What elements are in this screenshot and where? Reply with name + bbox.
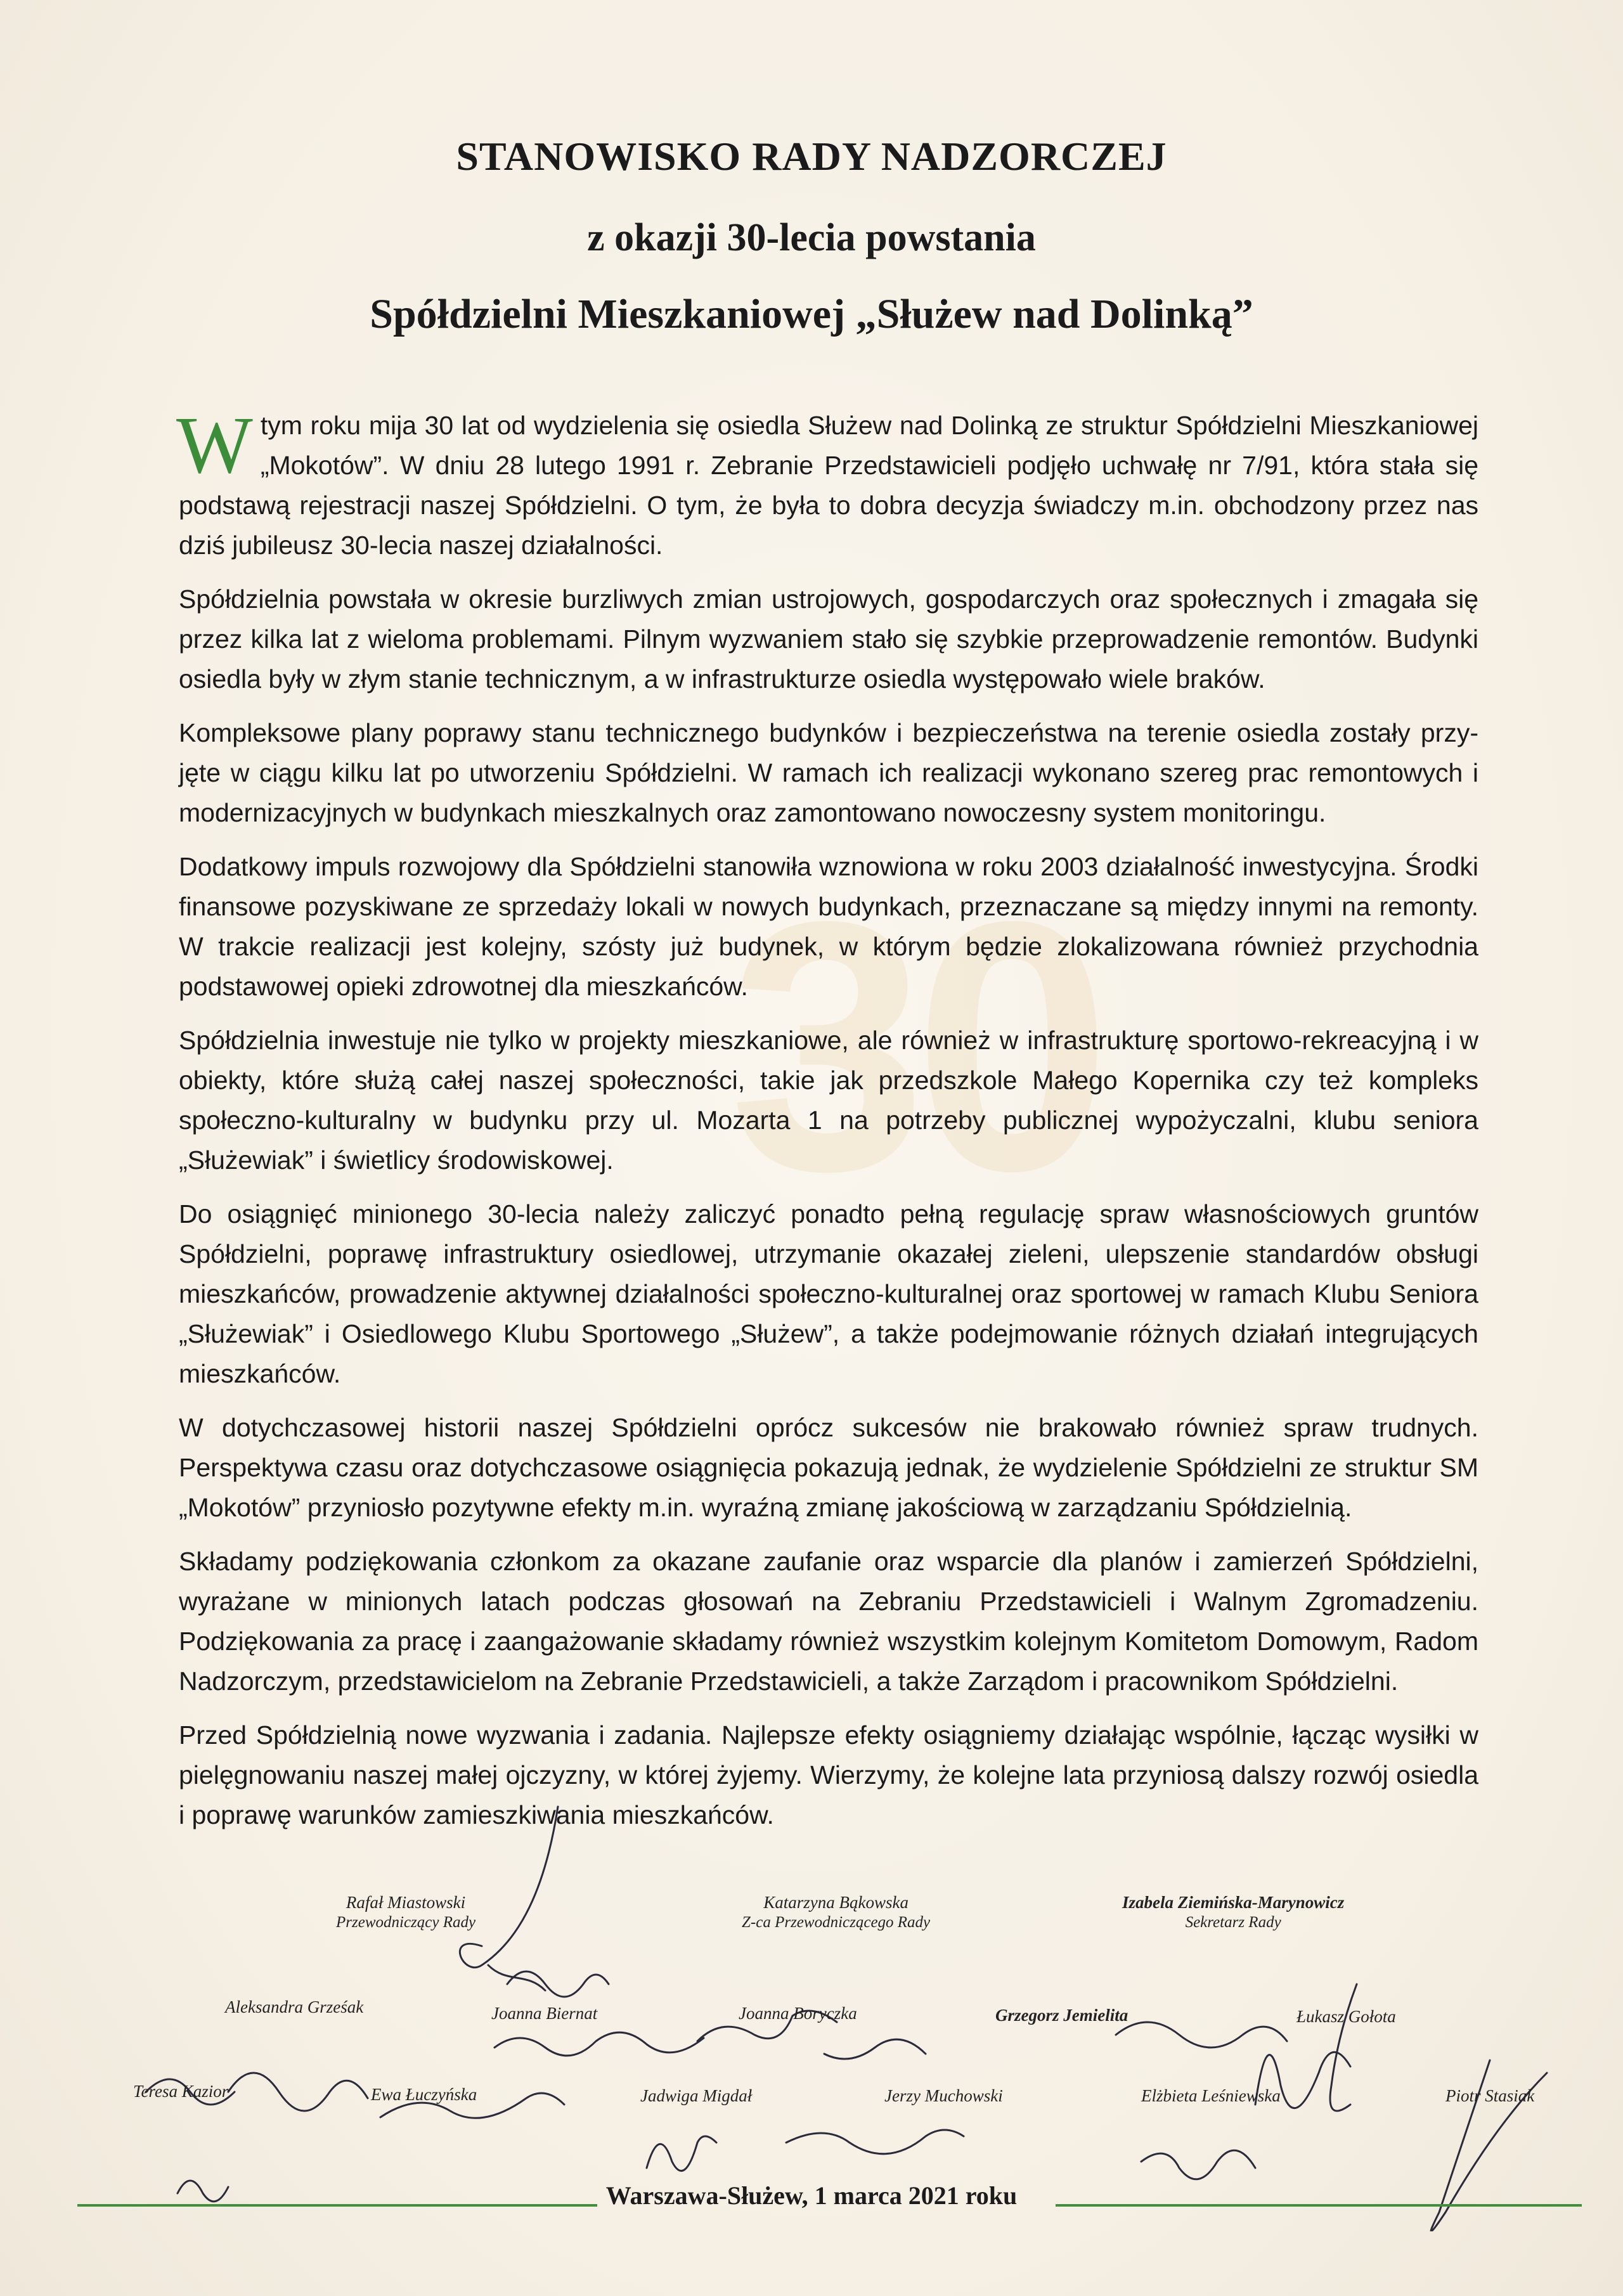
signatory-member: Aleksandra Grześak: [225, 1997, 364, 2016]
paragraph-8: Składamy podziękowania członkom za okazane zaufanie oraz wsparcie dla planów i zamierzeń Spółdzielni, wyrażane w minionych latach podczas głosowań na Zebraniu Przedstawicieli i Walnym Zgromadzeniu. Podziękowania za pracę i zaangażowanie składamy również wszystkim kolejnym Komitetom Domowym, Radom Nadzorczym, przedstawicielom na Zebranie Przedstawicieli, a także Zarządom i pracownikom Spółdzielni.: [179, 1547, 1478, 1696]
paragraph-5: Spółdzielnia inwestuje nie tylko w projekty mieszkaniowe, ale również w infrastrukturę sportowo-rekreacyjną i w obiekty, które służą całej naszej społeczności, takie jak przedszkole Małego Kopernika czy też kompleks społeczno-kulturalny w budynku przy ul. Mozarta 1 na potrzeby publicznej wypożyczalni, klubu seniora „Służewiak” i świetlicy środowiskowej.: [179, 1026, 1478, 1175]
document-subtitle-cooperative: Spółdzielni Mieszkaniowej „Służew nad Dolinką”: [370, 291, 1253, 337]
signatory-member: Ewa Łuczyńska: [371, 2085, 477, 2104]
background-watermark: 30: [729, 848, 1099, 1244]
signatory-role: Przewodniczący Rady: [336, 1914, 476, 1931]
paragraph-1: [176, 400, 1478, 565]
paragraph-3: Kompleksowe plany poprawy stanu technicznego budynków i bezpieczeństwa na terenie osiedla zostały przy-jęte w ciągu kilku lat po utworzeniu Spółdzielni. W ramach ich realizacji wykonano szereg prac remontowych i modernizacyjnych w budynkach mieszkalnych oraz zamontowano nowoczesny system monitoringu.: [179, 718, 1478, 827]
place-and-date: [0, 2181, 1623, 2210]
document-subtitle-occasion: z okazji 30-lecia powstania: [587, 216, 1036, 259]
place-and-date-text: Warszawa-Służew, 1 marca 2021 roku: [605, 2181, 1018, 2210]
document-title: STANOWISKO RADY NADZORCZEJ: [456, 134, 1167, 179]
signatory-member: Piotr Stasiak: [1445, 2086, 1535, 2105]
signatory-chair: [336, 1892, 475, 1933]
signatory-secretary: [1122, 1892, 1344, 1933]
signatory-name: Rafał Miastowski: [346, 1893, 466, 1912]
signatory-name: Katarzyna Bąkowska: [763, 1893, 908, 1912]
drop-cap-letter: W: [176, 400, 253, 490]
signatory-member: Teresa Kazior: [133, 2082, 229, 2101]
paragraph-4: Dodatkowy impuls rozwojowy dla Spółdzielni stanowiła wznowiona w roku 2003 działalność inwestycyjna. Środki finansowe pozyskiwane ze sprzedaży lokali w nowych budynkach, przeznaczane są między innymi na remonty. W trakcie realizacji jest kolejny, szósty już budynek, w którym będzie zlokalizowana również przychodnia podstawowej opieki zdrowotnej dla mieszkańców.: [179, 852, 1478, 1001]
paragraph-6: Do osiągnięć minionego 30-lecia należy zaliczyć ponadto pełną regulację spraw własnościowych gruntów Spółdzielni, poprawę infrastruktury osiedlowej, utrzymanie okazałej zieleni, ulepszenie standardów obsługi mieszkańców, prowadzenie aktywnej działalności społeczno-kulturalnej oraz sportowej w ramach Klubu Seniora „Służewiak” i Osiedlowego Klubu Sportowego „Służew”, a także podejmowanie różnych działań integrujących mieszkańców.: [179, 1199, 1478, 1388]
signatory-vice-chair: [742, 1892, 930, 1933]
signatory-member: Jadwiga Migdał: [640, 2086, 753, 2105]
paragraph-9: Przed Spółdzielnią nowe wyzwania i zadania. Najlepsze efekty osiągniemy działając wspólnie, łącząc wysiłki w pielęgnowaniu naszej małej ojczyzny, w której żyjemy. Wierzymy, że kolejne lata przyniosą dalszy rozwój osiedla i poprawę warunków zamieszkiwania mieszkańców.: [179, 1720, 1478, 1829]
paragraph-text: tym roku mija 30 lat od wydzielenia się osiedla Służew nad Dolinką ze struktur Spółdzielni Mieszkaniowej „Mokotów”. W dniu 28 lutego 1991 r. Zebranie Przedstawicieli podjęło uchwałę nr 7/91, która stała się podstawą rejestracji naszej Spółdzielni. O tym, że była to dobra decyzja świadczy m.in. obchodzony przez nas dziś jubileusz 30-lecia naszej działalności.: [179, 411, 1478, 560]
signatory-role: Z-ca Przewodniczącego Rady: [742, 1914, 931, 1931]
signatory-role: Sekretarz Rady: [1185, 1914, 1281, 1931]
signatory-member: Grzegorz Jemielita: [995, 2006, 1128, 2025]
signatory-member: Joanna Boryczka: [739, 2004, 857, 2023]
signatory-member: Łukasz Gołota: [1296, 2007, 1396, 2026]
signatory-member: Joanna Biernat: [491, 2004, 598, 2023]
signatory-name: Izabela Ziemińska-Marynowicz: [1122, 1893, 1345, 1912]
document-body: [176, 400, 1478, 1849]
paragraph-2: Spółdzielnia powstała w okresie burzliwych zmian ustrojowych, gospodarczych oraz społecznych i zmagała się przez kilka lat z wieloma problemami. Pilnym wyzwaniem stało się szybkie przeprowadzenie remontów. Budynki osiedla były w złym stanie technicznym, a w infrastrukturze osiedla występowało wiele braków.: [179, 584, 1478, 693]
signatory-member: Jerzy Muchowski: [884, 2086, 1003, 2105]
paragraph-7: W dotychczasowej historii naszej Spółdzielni oprócz sukcesów nie brakowało również spraw trudnych. Perspektywa czasu oraz dotychczasowe osiągnięcia pokazują jednak, że wydzielenie Spółdzielni ze struktur SM „Mokotów” przyniosło pozytywne efekty m.in. wyraźną zmianę jakościową w zarządzaniu Spółdzielnią.: [179, 1413, 1478, 1522]
signatory-member: Elżbieta Leśniewska: [1141, 2086, 1281, 2105]
